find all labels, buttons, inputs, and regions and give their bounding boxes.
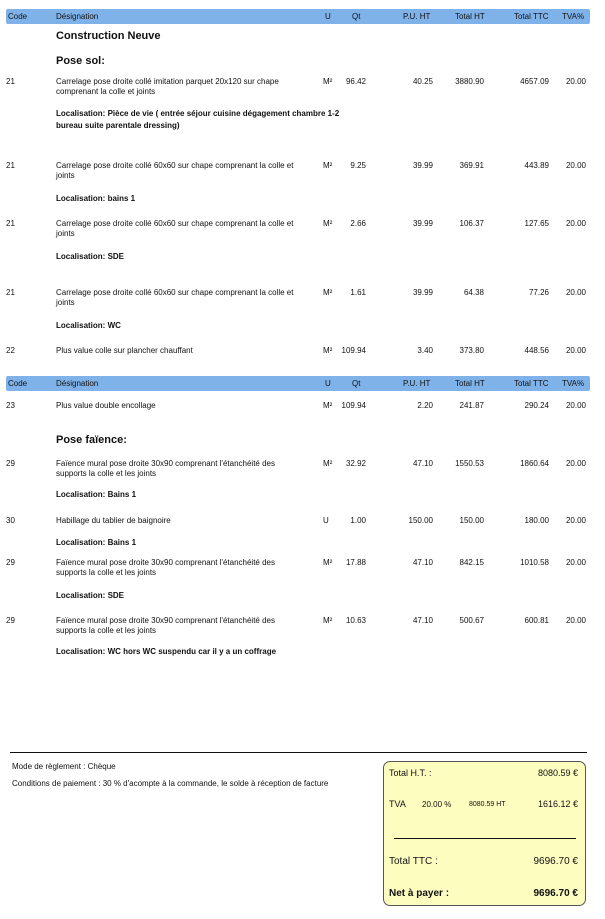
row-tva: 20.00 [565, 346, 586, 355]
row-total-ht: 373.80 [459, 346, 484, 355]
col-unit-price: P.U. HT [403, 379, 431, 388]
row-unit-price: 39.99 [412, 288, 433, 297]
row-qty: 2.66 [350, 219, 366, 228]
row-designation: Carrelage pose droite collé 60x60 sur chape comprenant la colle et joints [56, 161, 294, 180]
row-tva: 20.00 [565, 401, 586, 410]
col-total-ttc: Total TTC [514, 12, 549, 21]
col-designation: Désignation [56, 12, 99, 21]
row-unit-price: 3.40 [417, 346, 433, 355]
row-total-ttc: 1010.58 [520, 558, 549, 567]
row-unit: M² [323, 401, 333, 410]
row-total-ht: 241.87 [459, 401, 484, 410]
col-qty: Qt [352, 12, 361, 21]
row-tva: 20.00 [565, 77, 586, 86]
row-unit-price: 2.20 [417, 401, 433, 410]
row-qty: 17.88 [345, 558, 366, 567]
row-tva: 20.00 [565, 288, 586, 297]
row-total-ttc: 4657.09 [520, 77, 549, 86]
total-ht-label: Total H.T. : [389, 768, 432, 778]
row-qty: 109.94 [341, 346, 366, 355]
row-qty: 32.92 [345, 459, 366, 468]
totals-box [383, 761, 586, 906]
row-unit: M² [323, 346, 333, 355]
col-qty: Qt [352, 379, 361, 388]
col-tva: TVA% [562, 379, 585, 388]
row-total-ht: 3880.90 [455, 77, 484, 86]
section-title: Construction Neuve [56, 30, 161, 42]
col-code: Code [8, 12, 28, 21]
row-code: 23 [6, 401, 15, 410]
row-designation: Carrelage pose droite collé imitation parquet 20x120 sur chape comprenant la colle et joints [56, 77, 279, 96]
row-code: 21 [6, 161, 15, 170]
tva-rate: 20.00 % [422, 800, 452, 809]
row-unit: M² [323, 77, 333, 86]
row-designation: Faïence mural pose droite 30x90 comprenant l'étanchéité des supports la colle et les joints [56, 616, 275, 635]
row-designation: Faïence mural pose droite 30x90 comprenant l'étanchéité des supports la colle et les joints [56, 459, 275, 478]
col-code: Code [8, 379, 28, 388]
row-code: 30 [6, 516, 15, 525]
row-total-ttc: 180.00 [524, 516, 549, 525]
row-unit-price: 40.25 [412, 77, 433, 86]
row-total-ttc: 448.56 [524, 346, 549, 355]
row-location: Localisation: Pièce de vie ( entrée séjour cuisine dégagement chambre 1-2 bureau suite parentale dressing) [56, 109, 340, 130]
tva-base: 8080.59 HT [469, 801, 506, 808]
total-ht-value: 8080.59 € [537, 768, 578, 778]
row-unit-price: 39.99 [412, 219, 433, 228]
row-total-ttc: 77.26 [528, 288, 549, 297]
col-total-ht: Total HT [455, 12, 485, 21]
net-to-pay-label: Net à payer : [389, 888, 450, 899]
table-header [6, 376, 590, 391]
row-unit: M² [323, 558, 333, 567]
row-location: Localisation: bains 1 [56, 194, 136, 203]
row-location: Localisation: SDE [56, 252, 125, 261]
row-designation: Faïence mural pose droite 30x90 comprenant l'étanchéité des supports la colle et les joints [56, 558, 275, 577]
totals-separator [394, 838, 576, 839]
divider [10, 752, 587, 753]
row-tva: 20.00 [565, 459, 586, 468]
row-total-ttc: 443.89 [524, 161, 549, 170]
row-location: Localisation: WC hors WC suspendu car il y a un coffrage [56, 647, 277, 656]
row-total-ht: 106.37 [459, 219, 484, 228]
row-unit-price: 47.10 [412, 459, 433, 468]
row-total-ttc: 127.65 [524, 219, 549, 228]
row-total-ttc: 600.81 [524, 616, 549, 625]
row-tva: 20.00 [565, 161, 586, 170]
row-total-ht: 1550.53 [455, 459, 484, 468]
row-designation: Carrelage pose droite collé 60x60 sur chape comprenant la colle et joints [56, 288, 294, 307]
row-unit: M² [323, 459, 333, 468]
row-code: 29 [6, 558, 15, 567]
row-unit: M² [323, 616, 333, 625]
row-qty: 1.00 [350, 516, 366, 525]
row-tva: 20.00 [565, 558, 586, 567]
col-tva: TVA% [562, 12, 585, 21]
row-total-ht: 64.38 [463, 288, 484, 297]
col-designation: Désignation [56, 379, 99, 388]
row-qty: 96.42 [345, 77, 366, 86]
section-title: Pose sol: [56, 55, 105, 67]
row-total-ht: 369.91 [459, 161, 484, 170]
row-code: 29 [6, 459, 15, 468]
total-ttc-value: 9696.70 € [533, 856, 578, 867]
row-location: Localisation: WC [56, 321, 121, 330]
section-title: Pose faïence: [56, 434, 127, 446]
row-designation: Carrelage pose droite collé 60x60 sur chape comprenant la colle et joints [56, 219, 294, 238]
row-total-ttc: 290.24 [524, 401, 549, 410]
row-tva: 20.00 [565, 219, 586, 228]
table-header [6, 9, 590, 24]
net-to-pay-value: 9696.70 € [533, 888, 578, 899]
row-unit: U [323, 516, 329, 525]
row-code: 21 [6, 77, 15, 86]
row-total-ht: 842.15 [459, 558, 484, 567]
row-designation: Plus value double encollage [56, 401, 156, 410]
row-total-ht: 500.67 [459, 616, 484, 625]
row-location: Localisation: SDE [56, 591, 125, 600]
row-unit-price: 39.99 [412, 161, 433, 170]
col-total-ht: Total HT [455, 379, 485, 388]
tva-amount: 1616.12 € [537, 799, 578, 809]
col-unit: U [325, 379, 331, 388]
row-unit: M² [323, 219, 333, 228]
row-total-ht: 150.00 [459, 516, 484, 525]
row-location: Localisation: Bains 1 [56, 538, 137, 547]
row-tva: 20.00 [565, 516, 586, 525]
row-code: 21 [6, 288, 15, 297]
row-unit-price: 150.00 [408, 516, 433, 525]
row-code: 21 [6, 219, 15, 228]
col-unit: U [325, 12, 331, 21]
row-total-ttc: 1860.64 [520, 459, 549, 468]
row-qty: 1.61 [350, 288, 366, 297]
row-unit: M² [323, 161, 333, 170]
row-qty: 109.94 [341, 401, 366, 410]
row-unit-price: 47.10 [412, 558, 433, 567]
payment-conditions: Conditions de paiement : 30 % d'acompte à la commande, le solde à réception de facture [12, 779, 329, 788]
col-total-ttc: Total TTC [514, 379, 549, 388]
tva-label: TVA [389, 799, 406, 809]
row-designation: Habillage du tablier de baignoire [56, 516, 171, 525]
total-ttc-label: Total TTC : [389, 856, 438, 867]
col-unit-price: P.U. HT [403, 12, 431, 21]
payment-mode: Mode de règlement : Chèque [12, 762, 116, 771]
row-unit: M² [323, 288, 333, 297]
row-designation: Plus value colle sur plancher chauffant [56, 346, 193, 355]
row-location: Localisation: Bains 1 [56, 490, 137, 499]
row-qty: 10.63 [345, 616, 366, 625]
row-code: 22 [6, 346, 15, 355]
row-tva: 20.00 [565, 616, 586, 625]
row-unit-price: 47.10 [412, 616, 433, 625]
row-code: 29 [6, 616, 15, 625]
row-qty: 9.25 [350, 161, 366, 170]
